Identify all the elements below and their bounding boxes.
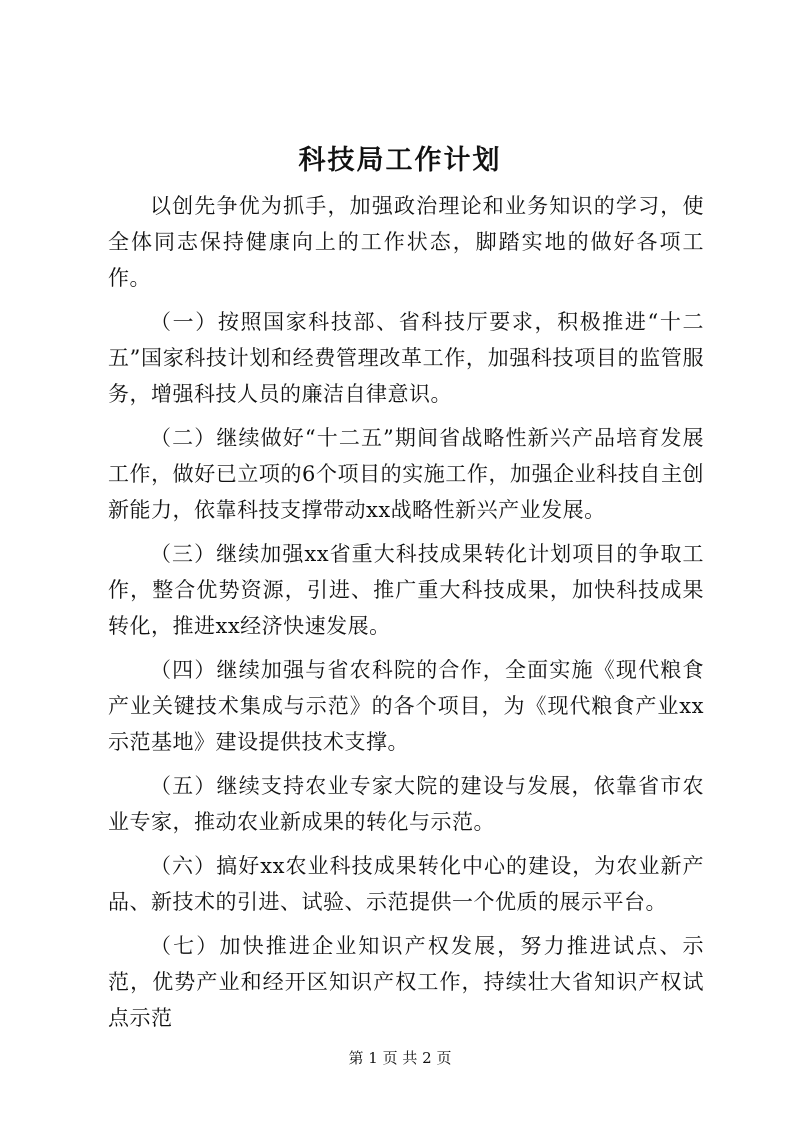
paragraph-item-5: （五）继续支持农业专家大院的建设与发展，依靠省市农业专家，推动农业新成果的转化与示范。 (108, 774, 704, 834)
page-footer: 第 1 页 共 2 页 (348, 1049, 452, 1067)
paragraph-intro: 以创先争优为抓手，加强政治理论和业务知识的学习，使全体同志保持健康向上的工作状态，脚踏实地的做好各项工作。 (108, 194, 704, 290)
page-title: 科技局工作计划 (298, 145, 502, 176)
paragraph-item-1: （一）按照国家科技部、省科技厅要求，积极推进“十二五”国家科技计划和经费管理改革工作，加强科技项目的监管服务，增强科技人员的廉洁自律意识。 (108, 310, 704, 406)
document-body (108, 188, 704, 1044)
paragraph-item-3: （三）继续加强xx省重大科技成果转化计划项目的争取工作，整合优势资源，引进、推广重大科技成果，加快科技成果转化，推进xx经济快速发展。 (108, 542, 704, 638)
paragraph-item-4: （四）继续加强与省农科院的合作，全面实施《现代粮食产业关键技术集成与示范》的各个项目，为《现代粮食产业xx示范基地》建设提供技术支撑。 (108, 658, 704, 754)
paragraph-item-6: （六）搞好xx农业科技成果转化中心的建设，为农业新产品、新技术的引进、试验、示范提供一个优质的展示平台。 (108, 854, 704, 914)
paragraph-item-7: （七）加快推进企业知识产权发展，努力推进试点、示范，优势产业和经开区知识产权工作，持续壮大省知识产权试点示范 (108, 934, 704, 1030)
paragraph-item-2: （二）继续做好“十二五”期间省战略性新兴产品培育发展工作，做好已立项的6个项目的实施工作，加强企业科技自主创新能力，依靠科技支撑带动xx战略性新兴产业发展。 (108, 426, 704, 522)
